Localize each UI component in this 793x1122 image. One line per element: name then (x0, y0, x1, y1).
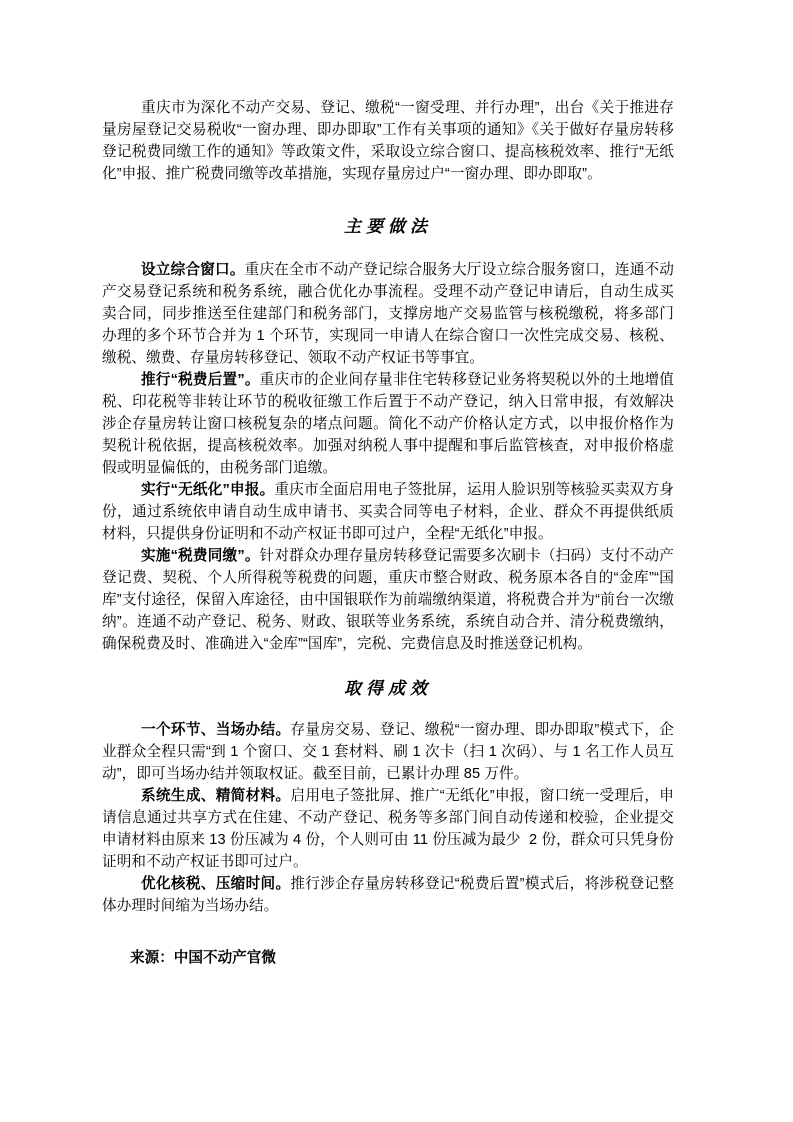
paragraph-set-up-window (102, 259, 674, 369)
paragraph-lead: 实行“无纸化”申报。 (141, 482, 275, 498)
paragraph-body: 启用电子签批屏、推广“无纸化”申报，窗口统一受理后，申请信息通过共享方式在住建、不动产登记、税务等多部门间自动传递和校验，企业提交申请材料由原来 13 份压减为 4 份，个人则可由 11 份压减为最少 2 份，群众可只凭身份证明和不动产权证书即可过户。 (102, 788, 674, 870)
paragraph-time-reduction (102, 873, 674, 917)
paragraph-lead: 推行“税费后置”。 (141, 372, 260, 388)
paragraph-tax-postponement (102, 369, 674, 479)
paragraph-body: 推行涉企存量房转移登记“税费后置”模式后，将涉税登记整体办理时间缩为当场办结。 (102, 876, 674, 914)
paragraph-lead: 设立综合窗口。 (141, 262, 245, 278)
paragraph-lead: 实施“税费同缴”。 (141, 548, 260, 564)
paragraph-body: 重庆市的企业间存量非住宅转移登记业务将契税以外的土地增值税、印花税等非转让环节的税收征缴工作后置于不动产登记，纳入日常申报，有效解决涉企存量房转让窗口核税复杂的堵点问题。简化不动产价格认定方式，以申报价格作为契税计税依据，提高核税效率。加强对纳税人事中提醒和事后监管核查，对申报价格虚假或明显偏低的，由税务部门追缴。 (102, 372, 674, 476)
section-heading-achievements: 取得成效 (344, 679, 432, 699)
paragraph-body: 针对群众办理存量房转移登记需要多次刷卡（扫码）支付不动产登记费、契税、个人所得税等税费的问题，重庆市整合财政、税务原本各自的“金库”“国库”支付途径，保留入库途径，由中国银联作为前端缴纳渠道，将税费合并为“前台一次缴纳”。连通不动产登记、税务、财政、银联等业务系统，系统自动合并、清分税费缴纳，确保税费及时、准确进入“金库”“国库”，完税、完费信息及时推送登记机构。 (102, 548, 674, 652)
paragraph-lead: 系统生成、精简材料。 (141, 788, 291, 804)
paragraph-streamlined-materials (102, 785, 674, 873)
paragraph-lead: 优化核税、压缩时间。 (141, 876, 291, 892)
intro-paragraph: 重庆市为深化不动产交易、登记、缴税“一窗受理、并行办理”，出台《关于推进存量房屋登记交易税收“一窗办理、即办即取”工作有关事项的通知》《关于做好存量房转移登记税费同缴工作的通知》等政策文件，采取设立综合窗口、提高核税效率、推行“无纸化”申报、推广税费同缴等改革措施，实现存量房过户“一窗办理、即办即取”。 (102, 100, 674, 182)
paragraph-paperless-filing (102, 479, 674, 545)
source-line: 来源：中国不动产官微 (130, 950, 276, 966)
paragraph-body: 存量房交易、登记、缴税“一窗办理、即办即取”模式下，企业群众全程只需“到 1 个窗口、交 1 套材料、刷 1 次卡（扫 1 次码）、与 1 名工作人员互动”，即可当场办结并领取权证。截至目前，已累计办理 85 万件。 (102, 722, 674, 782)
paragraph-body: 重庆在全市不动产登记综合服务大厅设立综合服务窗口，连通不动产交易登记系统和税务系统，融合优化办事流程。受理不动产登记申请后，自动生成买卖合同，同步推送至住建部门和税务部门，支撑房地产交易监管与核税缴税，将多部门办理的多个环节合并为 1 个环节，实现同一申请人在综合窗口一次性完成交易、核税、缴税、缴费、存量房转移登记、领取不动产权证书等事宜。 (102, 262, 675, 366)
paragraph-lead: 一个环节、当场办结。 (141, 722, 291, 738)
paragraph-joint-payment (102, 545, 674, 655)
paragraph-one-step (102, 719, 674, 785)
section-heading-main-practices: 主要做法 (344, 217, 432, 237)
paragraph-body: 重庆市全面启用电子签批屏，运用人脸识别等核验买卖双方身份，通过系统依申请自动生成申请书、买卖合同等电子材料，企业、群众不再提供纸质材料，只提供身份证明和不动产权证书即可过户，全程“无纸化”申报。 (102, 482, 674, 542)
